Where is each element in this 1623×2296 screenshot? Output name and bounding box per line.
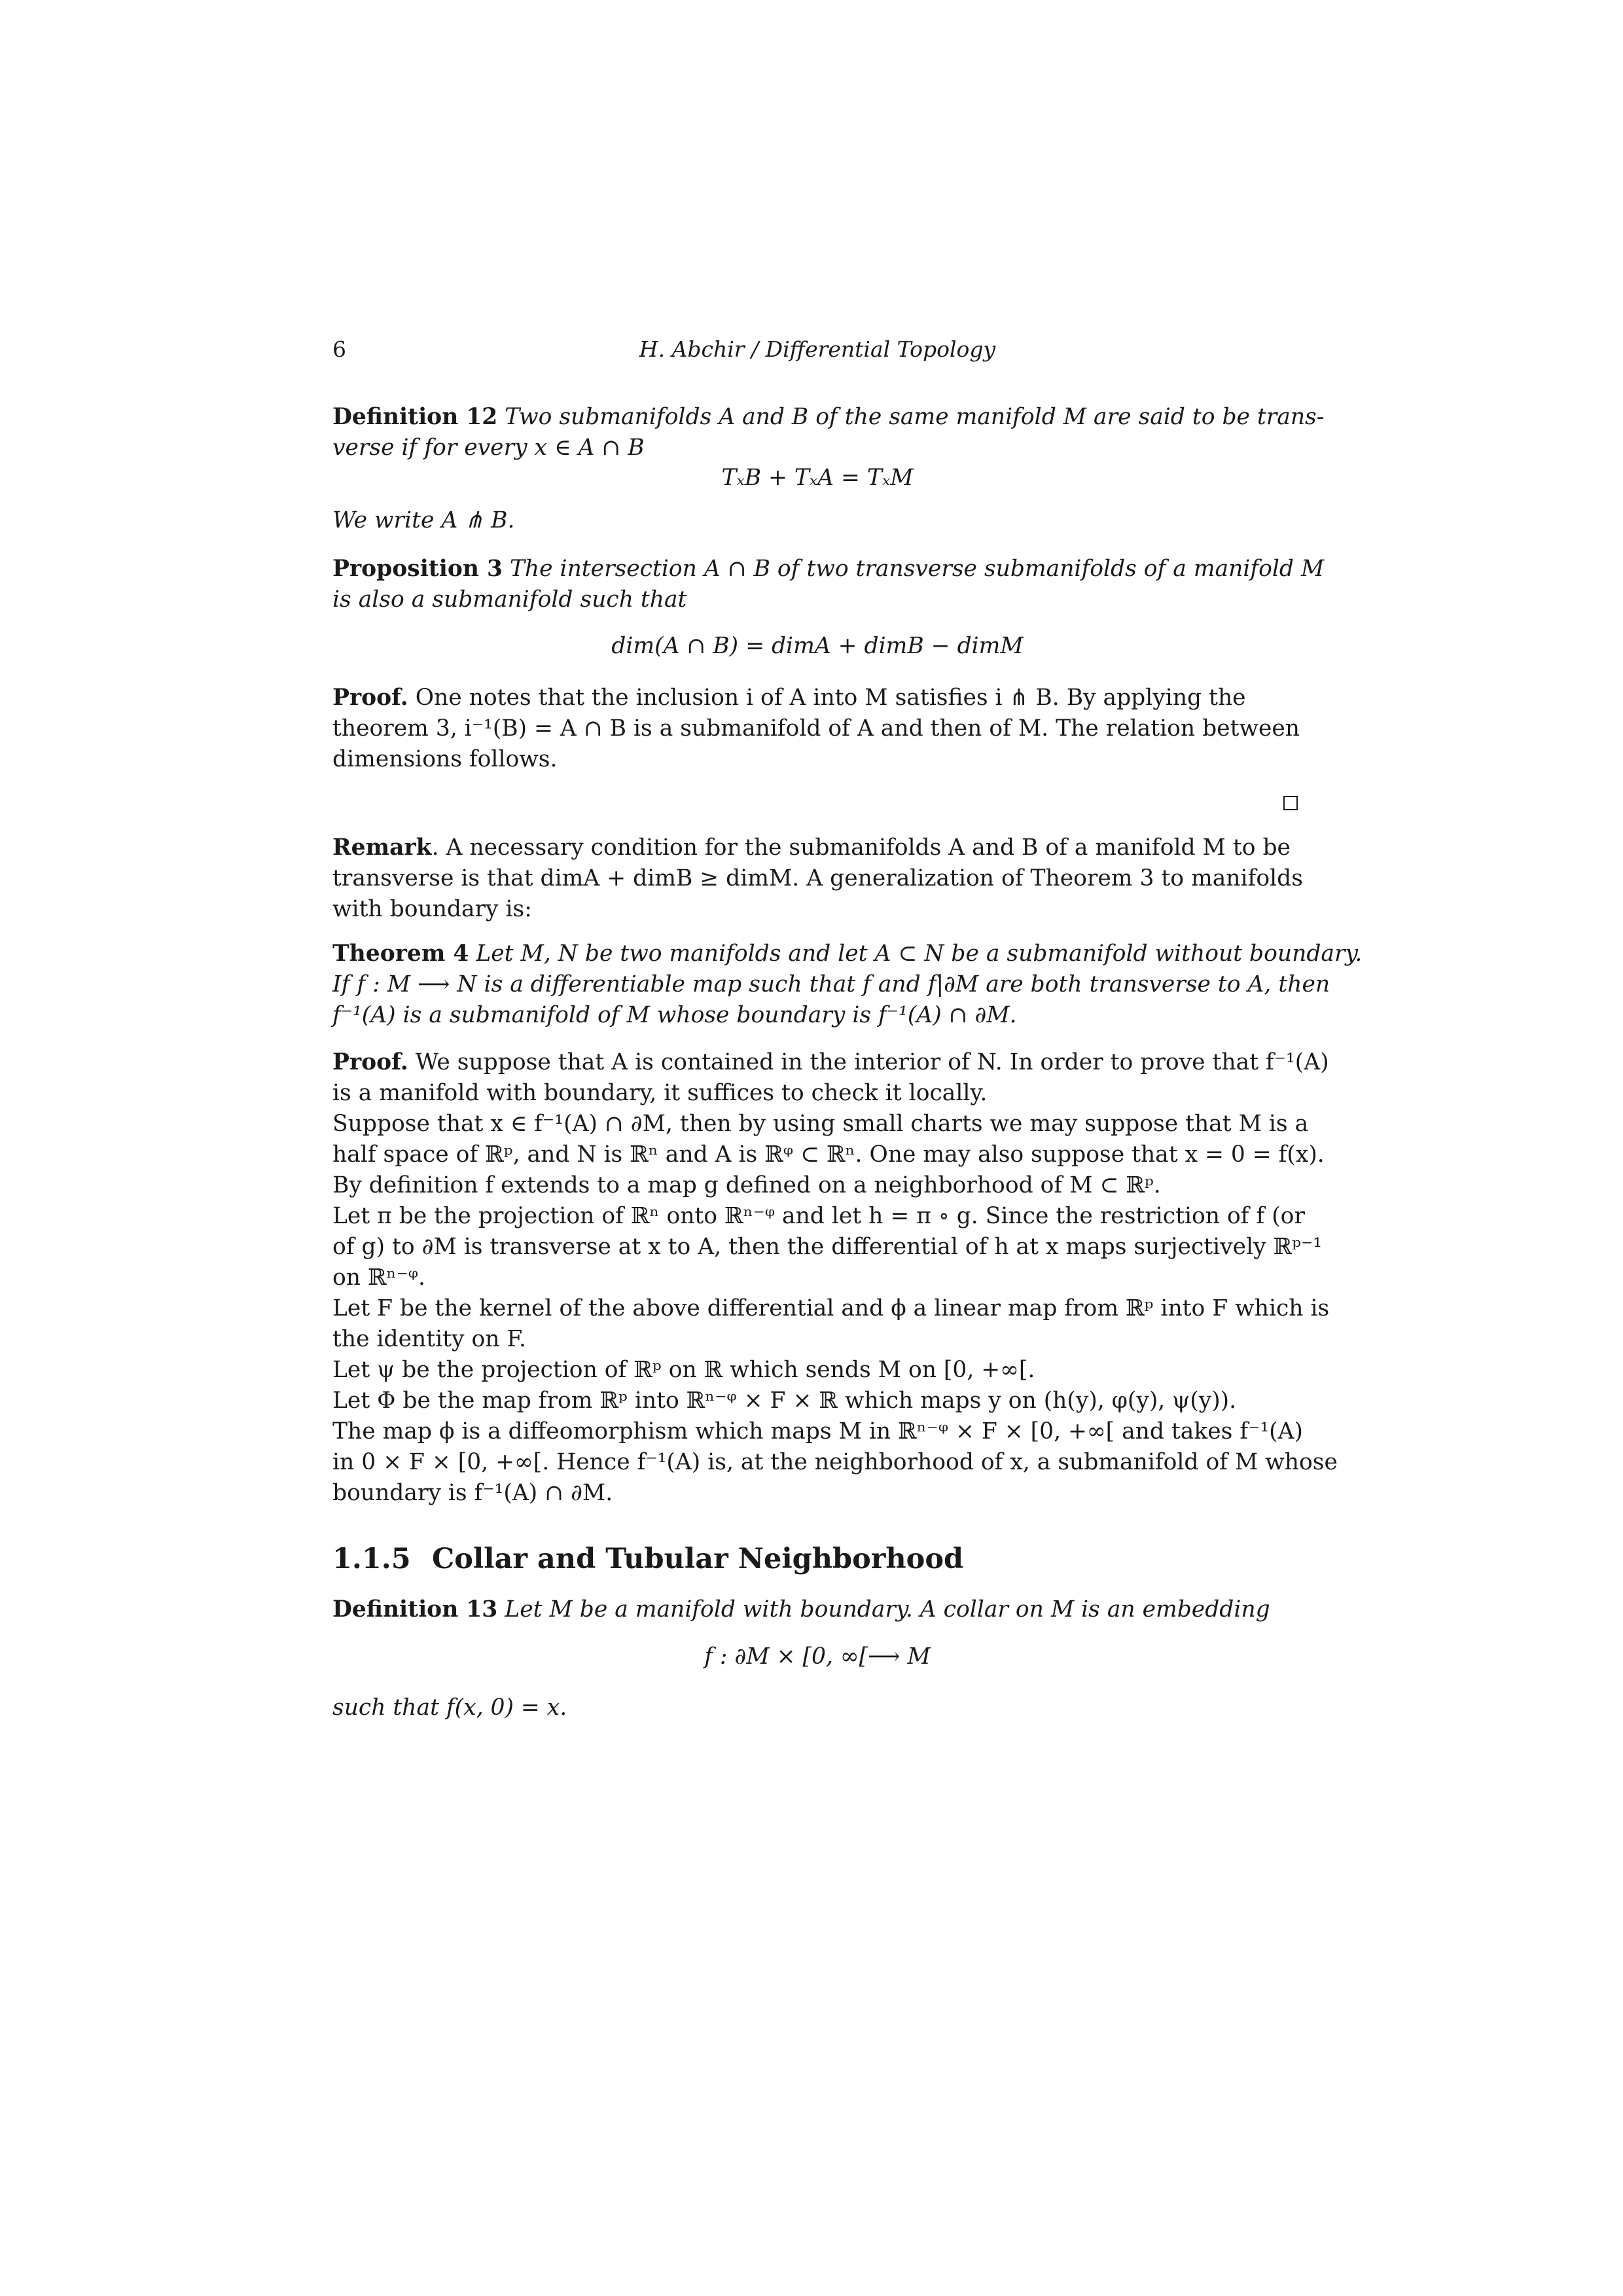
proof-2-line: half space of ℝᵖ, and N is ℝⁿ and A is ℝᵠ ⊂ ℝⁿ. One may also suppose that x = 0 = f(x). xyxy=(332,1141,1325,1168)
remark-label: Remark xyxy=(332,834,432,861)
definition-12-line: verse if for every x ∈ A ∩ B xyxy=(332,435,645,461)
theorem-4-label: Theorem 4 xyxy=(332,941,469,967)
proof-2-line: We suppose that A is contained in the interior of N. In order to prove that f⁻¹(A) xyxy=(408,1049,1329,1075)
remark-line: . A necessary condition for the submanifolds A and B of a manifold M to be xyxy=(431,834,1291,861)
proof-2 xyxy=(332,1047,1338,1509)
proof-2-line: on ℝⁿ⁻ᵠ. xyxy=(332,1265,425,1291)
proof-2-line: the identity on F. xyxy=(332,1326,526,1352)
theorem-4-line: f⁻¹(A) is a submanifold of M whose boundary is f⁻¹(A) ∩ ∂M. xyxy=(332,1002,1017,1028)
theorem-4 xyxy=(332,939,1363,1031)
qed-square xyxy=(1283,796,1298,810)
proposition-3-equation: dim(A ∩ B) = dimA + dimB − dimM xyxy=(611,633,1024,659)
section-title: Collar and Tubular Neighborhood xyxy=(432,1543,964,1575)
theorem-4-line: Let M, N be two manifolds and let A ⊂ N be a submanifold without boundary. xyxy=(476,941,1363,967)
definition-12-line: Two submanifolds A and B of the same manifold M are said to be trans- xyxy=(505,404,1325,430)
running-title: H. Abchir / Differential Topology xyxy=(639,336,996,362)
proof-2-line: Let Φ be the map from ℝᵖ into ℝⁿ⁻ᵠ × F × ℝ which maps y on (h(y), φ(y), ψ(y)). xyxy=(332,1388,1237,1414)
proposition-3 xyxy=(332,554,1325,615)
proposition-3-line: The intersection A ∩ B of two transverse submanifolds of a manifold M xyxy=(509,556,1325,582)
running-head xyxy=(332,336,1302,369)
remark-line: transverse is that dimA + dimB ≥ dimM. A generalization of Theorem 3 to manifolds xyxy=(332,865,1303,891)
proof-2-line: Let π be the projection of ℝⁿ onto ℝⁿ⁻ᵠ and let h = π ∘ g. Since the restriction of f (or xyxy=(332,1203,1305,1229)
proof-2-label: Proof. xyxy=(332,1049,408,1075)
definition-13 xyxy=(332,1594,1302,1625)
proof-2-line: Suppose that x ∈ f⁻¹(A) ∩ ∂M, then by using small charts we may suppose that M is a xyxy=(332,1111,1309,1137)
proof-2-line: of g) to ∂M is transverse at x to A, then the differential of h at x maps surjectively ℝᵖ⁻¹ xyxy=(332,1234,1323,1260)
proof-2-line: The map ϕ is a diffeomorphism which maps M in ℝⁿ⁻ᵠ × F × [0, +∞[ and takes f⁻¹(A) xyxy=(332,1418,1303,1444)
remark xyxy=(332,833,1302,925)
proposition-3-line: is also a submanifold such that xyxy=(332,586,687,613)
proof-2-line: boundary is f⁻¹(A) ∩ ∂M. xyxy=(332,1480,613,1506)
proposition-3-label: Proposition 3 xyxy=(332,556,503,582)
proof-2-line: Let ψ be the projection of ℝᵖ on ℝ which sends M on [0, +∞[. xyxy=(332,1357,1035,1383)
proof-2-line: By definition f extends to a map g defined on a neighborhood of M ⊂ ℝᵖ. xyxy=(332,1172,1161,1198)
definition-13-after: such that f(x, 0) = x. xyxy=(332,1695,567,1721)
page-number: 6 xyxy=(332,336,346,362)
section-heading xyxy=(332,1541,1302,1577)
definition-13-line: Let M be a manifold with boundary. A collar on M is an embedding xyxy=(505,1596,1270,1623)
proof-1 xyxy=(332,683,1302,775)
proof-1-line: theorem 3, i⁻¹(B) = A ∩ B is a submanifold of A and then of M. The relation between xyxy=(332,715,1300,742)
proof-2-line: is a manifold with boundary, it suffices to check it locally. xyxy=(332,1080,988,1106)
remark-line: with boundary is: xyxy=(332,896,532,922)
definition-12-equation: TₓB + TₓA = TₓM xyxy=(721,465,914,491)
proof-2-line: in 0 × F × [0, +∞[. Hence f⁻¹(A) is, at the neighborhood of x, a submanifold of M whose xyxy=(332,1449,1338,1475)
proof-1-label: Proof. xyxy=(332,685,408,711)
proof-1-line: dimensions follows. xyxy=(332,746,558,772)
proof-2-line: Let F be the kernel of the above differential and ϕ a linear map from ℝᵖ into F which is xyxy=(332,1295,1330,1321)
definition-12 xyxy=(332,402,1325,463)
definition-12-label: Definition 12 xyxy=(332,404,498,430)
definition-12-after: We write A ⋔ B. xyxy=(332,507,515,533)
section-number: 1.1.5 xyxy=(332,1543,411,1575)
proof-1-line: One notes that the inclusion i of A into M satisfies i ⋔ B. By applying the xyxy=(415,685,1246,711)
definition-13-label: Definition 13 xyxy=(332,1596,498,1623)
theorem-4-line: If f : M ⟶ N is a differentiable map such that f and f|∂M are both transverse to A, then xyxy=(332,971,1330,997)
definition-13-equation: f : ∂M × [0, ∞[⟶ M xyxy=(704,1643,931,1670)
